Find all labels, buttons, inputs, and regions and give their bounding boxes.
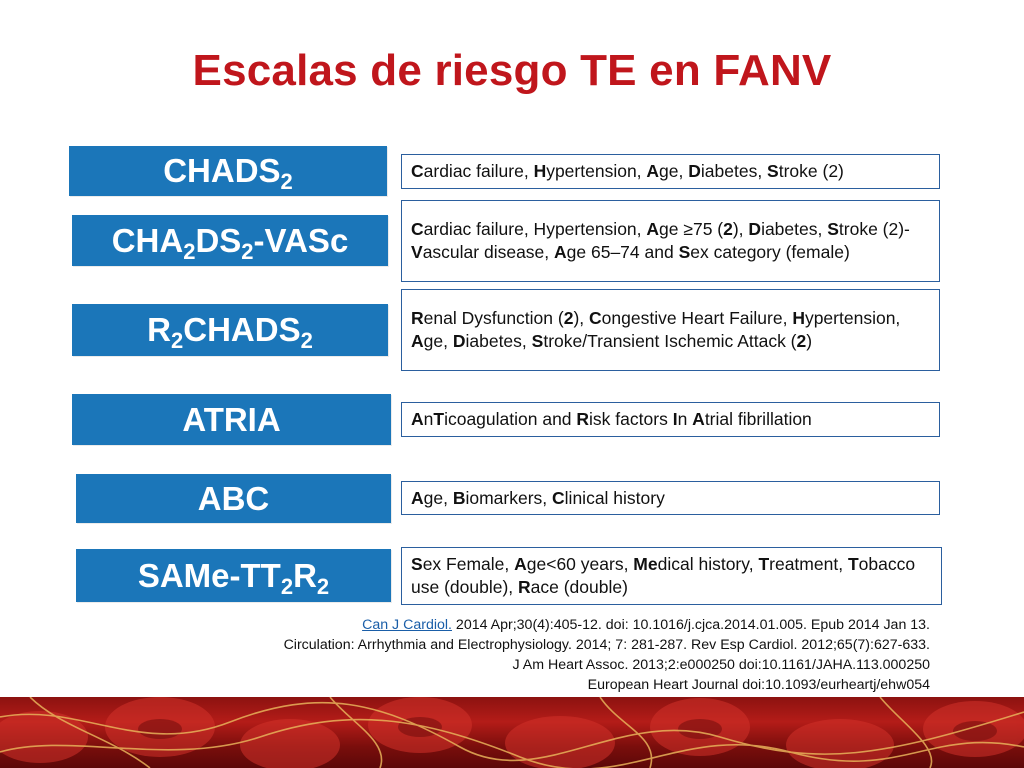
- reference-line-1: [284, 615, 930, 635]
- slide-title: Escalas de riesgo TE en FANV: [192, 46, 832, 95]
- rich-text: Cardiac failure, Hypertension, Age, Diabetes, Stroke (2): [411, 161, 844, 181]
- scale-description-abc: [401, 481, 940, 515]
- scale-description-r2chads2: [401, 289, 940, 371]
- scale-label-atria: [72, 394, 391, 445]
- scale-label-chads2: [69, 146, 387, 196]
- rich-text: Sex Female, Age<60 years, Medical history, Treatment, Tobacco use (double), Race (double): [411, 554, 916, 597]
- scale-label-cha2ds2-vasc: [72, 215, 388, 266]
- scale-label-same-tt2r2: [76, 549, 391, 602]
- reference-line-1-text: 2014 Apr;30(4):405-12. doi: 10.1016/j.cjca.2014.01.005. Epub 2014 Jan 13.: [451, 617, 930, 633]
- rich-text: $CHADS_2$: [163, 152, 293, 194]
- scale-label-abc: [76, 474, 391, 523]
- reference-line-4: European Heart Journal doi:10.1093/eurheartj/ehw054: [587, 677, 930, 693]
- rich-text: ATRIA: [182, 400, 281, 438]
- rich-text: $CHA_2DS_2$-VASc: [111, 221, 349, 264]
- scale-label-r2chads2: [72, 304, 388, 356]
- references: [284, 615, 930, 695]
- rich-text: $R_2CHADS_2$: [147, 311, 313, 353]
- scale-description-chads2: [401, 154, 940, 189]
- footer-blood-cells-image: [0, 697, 1024, 768]
- reference-link[interactable]: Can J Cardiol.: [362, 617, 452, 633]
- rich-text: ABC: [197, 479, 270, 517]
- rich-text: AnTicoagulation and Risk factors In Atrial fibrillation: [411, 409, 812, 429]
- scale-description-cha2ds2-vasc: [401, 200, 940, 282]
- reference-line-3: J Am Heart Assoc. 2013;2:e000250 doi:10.1161/JAHA.113.000250: [512, 657, 930, 673]
- scale-description-atria: [401, 402, 940, 437]
- rich-text: Age, Biomarkers, Clinical history: [411, 487, 665, 508]
- rich-text: SAMe-$TT_2R_2$: [137, 556, 330, 599]
- reference-line-2: Circulation: Arrhythmia and Electrophysiology. 2014; 7: 281-287. Rev Esp Cardiol. 2012;65(7):627-633.: [283, 637, 930, 653]
- scale-description-same-tt2r2: [401, 547, 942, 605]
- rich-text: Cardiac failure, Hypertension, Age ≥75 (2), Diabetes, Stroke (2)-Vascular disease, Age 65–74 and Sex category (female): [411, 219, 910, 262]
- rich-text: Renal Dysfunction (2), Congestive Heart Failure, Hypertension, Age, Diabetes, Stroke/Transient Ischemic Attack (2): [411, 308, 901, 351]
